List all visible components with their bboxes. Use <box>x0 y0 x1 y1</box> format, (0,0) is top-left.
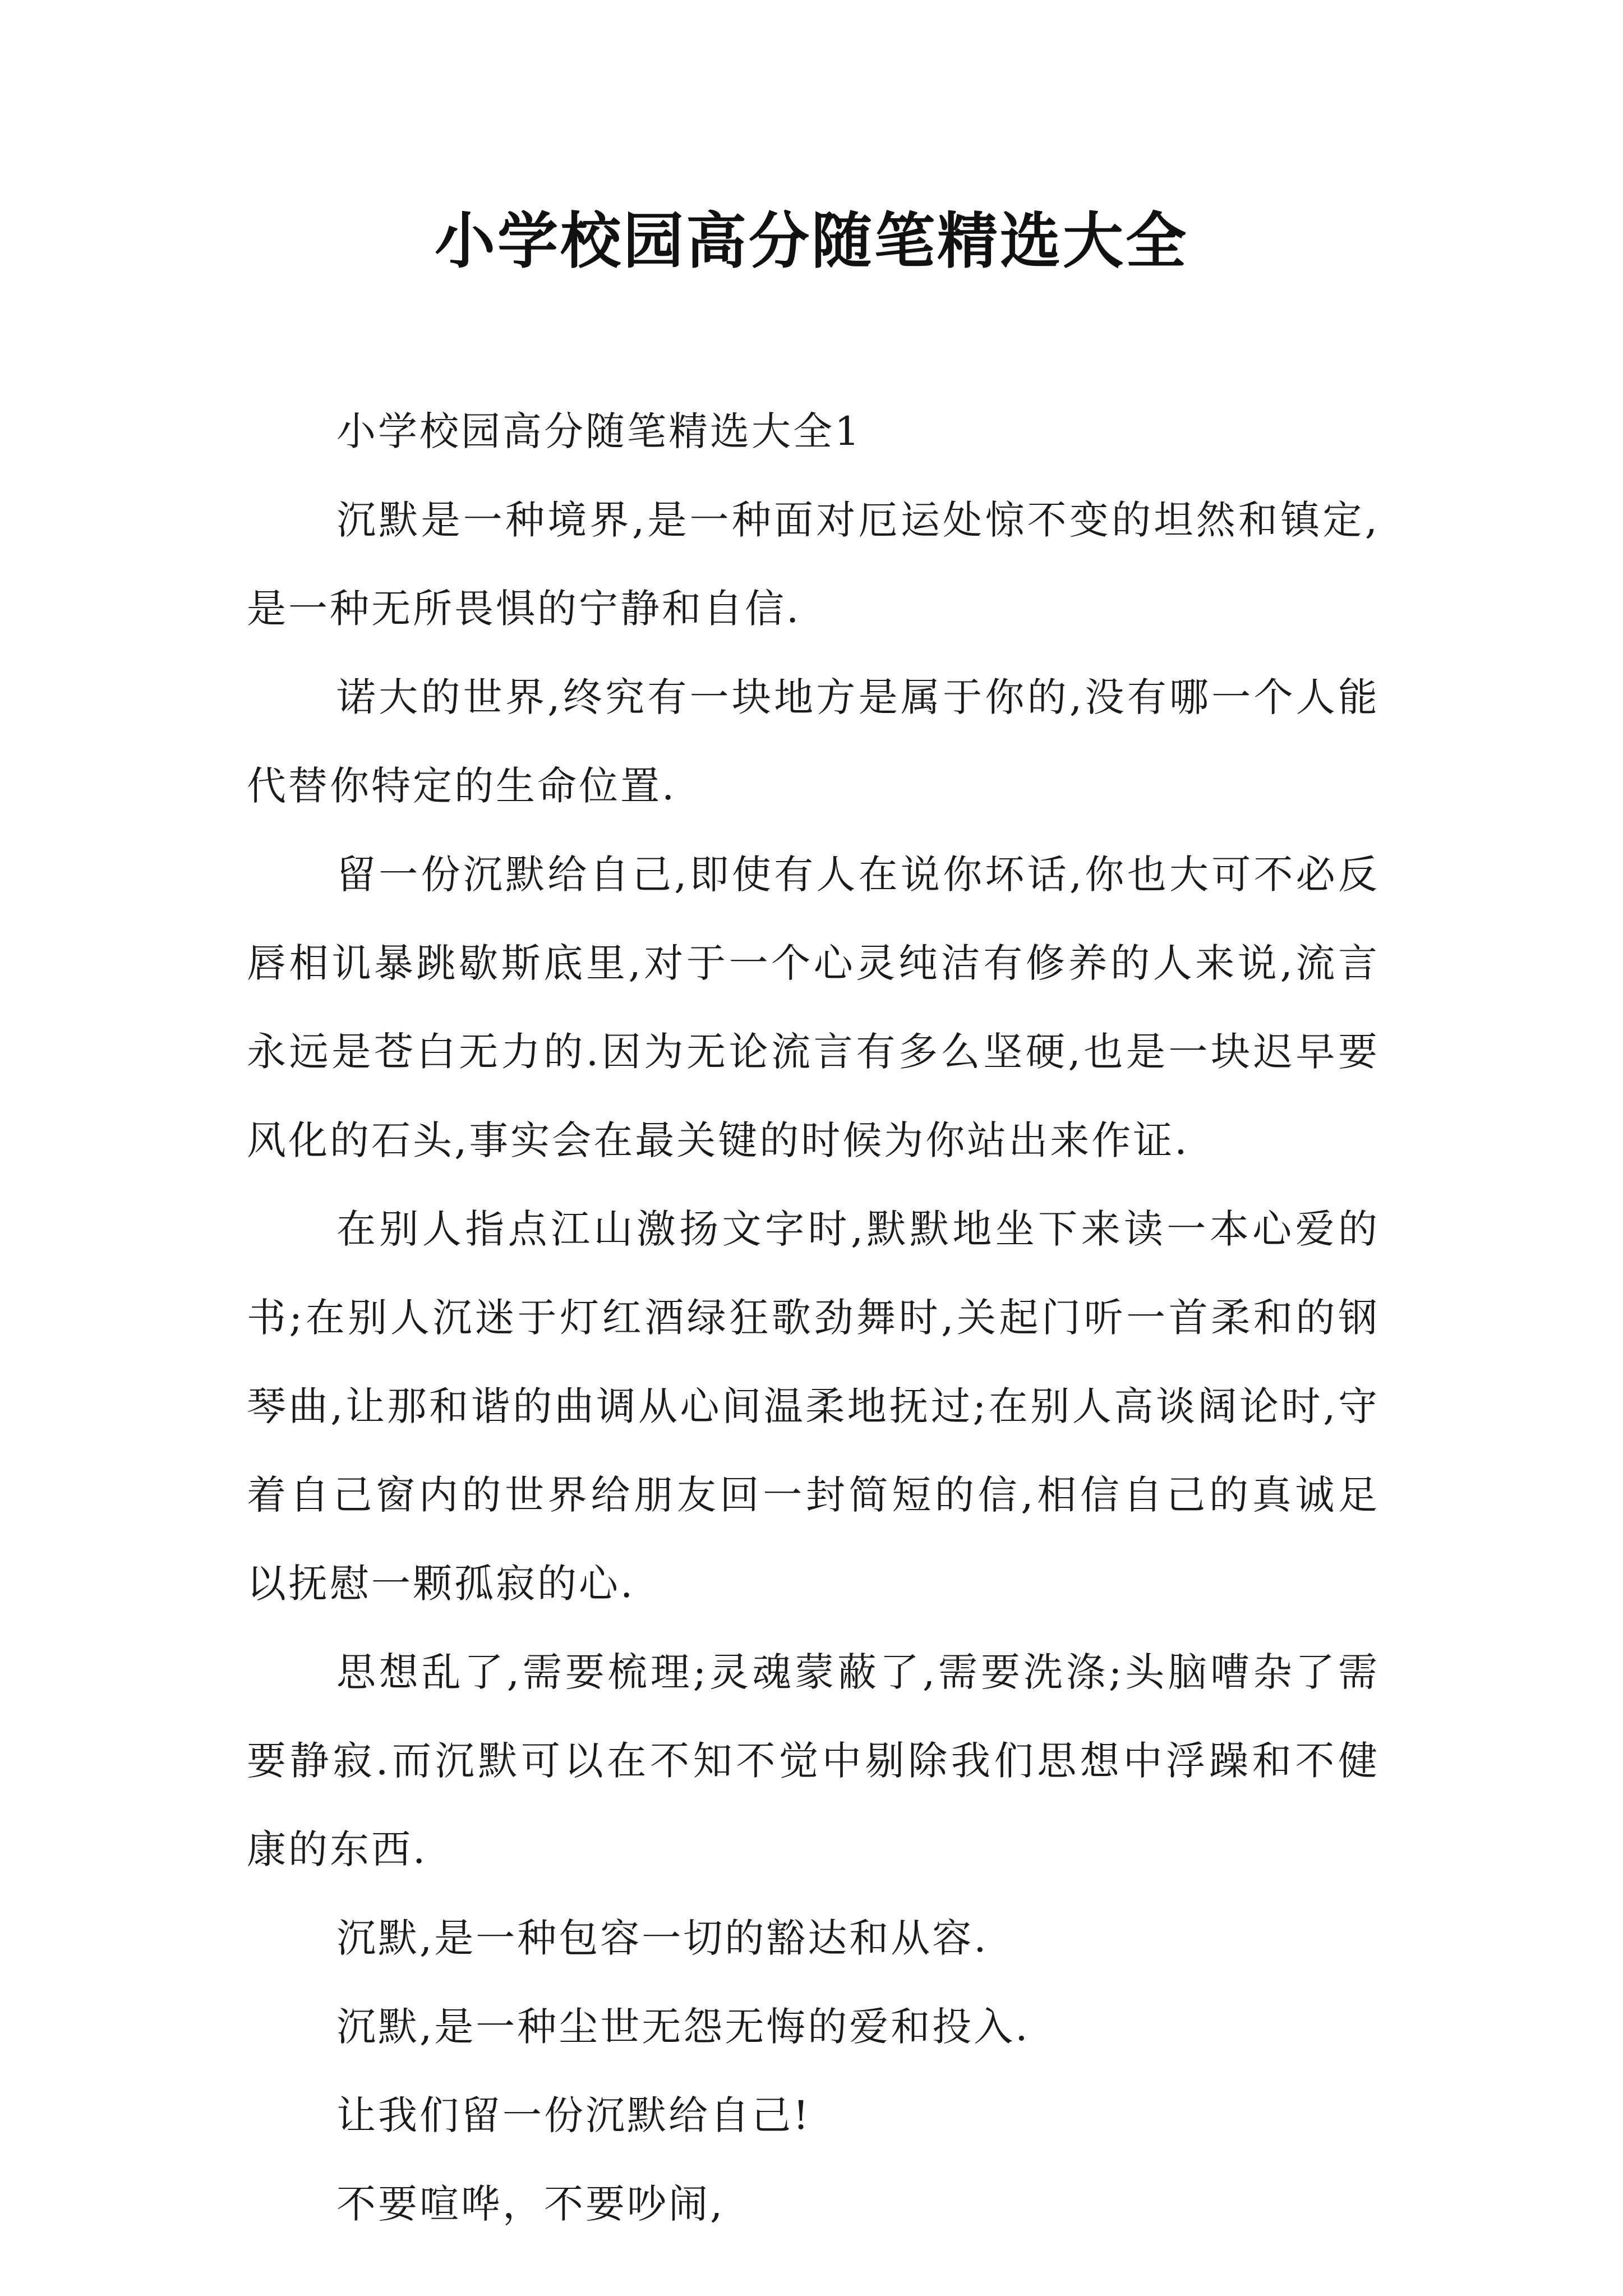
section-heading: 小学校园高分随笔精选大全1 <box>336 408 862 454</box>
paragraph: 沉默,是一种包容一切的豁达和从容. <box>336 1915 989 1961</box>
paragraph: 诺大的世界,终究有一块地方是属于你的,没有哪一个人能代替你特定的生命位置. <box>247 674 1380 809</box>
paragraph: 让我们留一份沉默给自己! <box>336 2092 811 2138</box>
paragraph: 思想乱了,需要梳理;灵魂蒙蔽了,需要洗涤;头脑嘈杂了需要静寂.而沉默可以在不知不觉中剔除我们思想中浮躁和不健康的东西. <box>247 1649 1380 1872</box>
paragraph: 不要喧哗，不要吵闹, <box>336 2181 725 2227</box>
paragraph: 留一份沉默给自己,即使有人在说你坏话,你也大可不必反唇相讥暴跳歇斯底里,对于一个心灵纯洁有修养的人来说,流言永远是苍白无力的.因为无论流言有多么坚硬,也是一块迟早要风化的石头,事实会在最关键的时候为你站出来作证. <box>247 852 1380 1163</box>
paragraph: 沉默是一种境界,是一种面对厄运处惊不变的坦然和镇定,是一种无所畏惧的宁静和自信. <box>247 497 1380 632</box>
document-title: 小学校园高分随笔精选大全 <box>434 206 1188 277</box>
document-body <box>247 387 1380 2248</box>
paragraph: 沉默,是一种尘世无怨无悔的爱和投入. <box>336 2004 1030 2050</box>
paragraph: 在别人指点江山激扬文字时,默默地坐下来读一本心爱的书;在别人沉迷于灯红酒绿狂歌劲舞时,关起门听一首柔和的钢琴曲,让那和谐的曲调从心间温柔地抚过;在别人高谈阔论时,守着自己窗内的世界给朋友回一封简短的信,相信自己的真诚足以抚慰一颗孤寂的心. <box>247 1206 1380 1607</box>
